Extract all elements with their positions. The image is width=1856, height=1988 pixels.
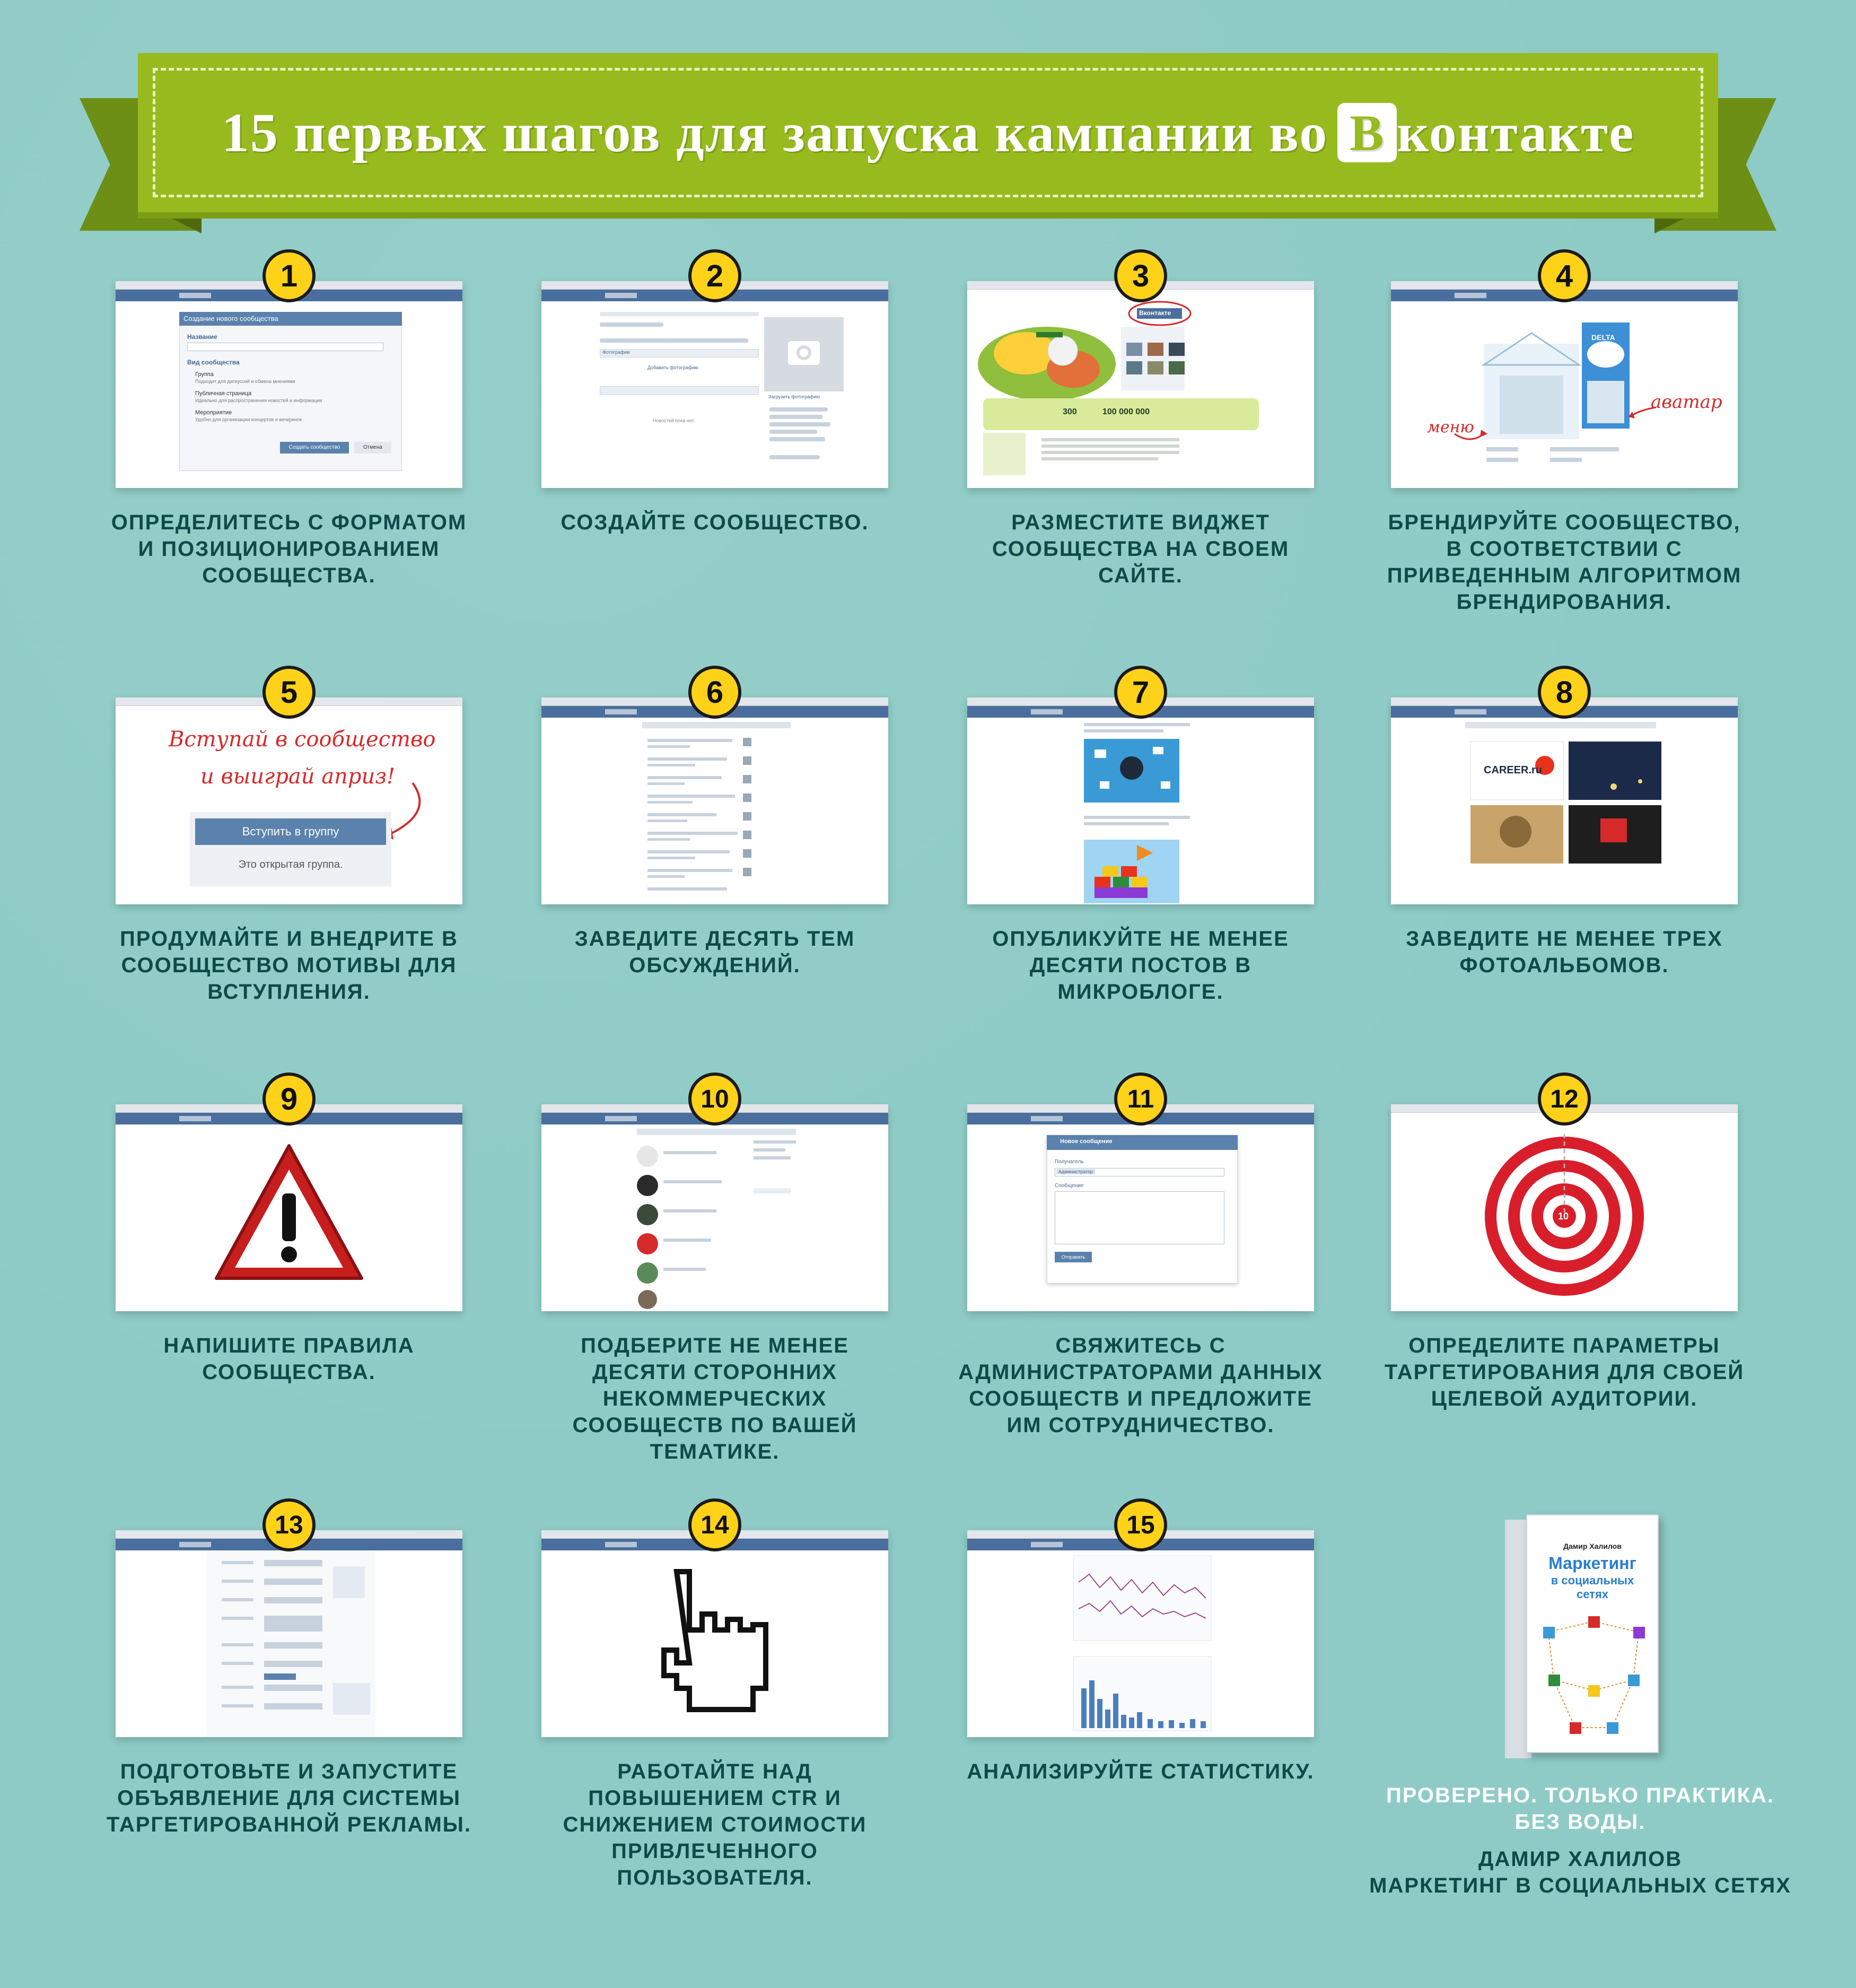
step-1-screenshot	[116, 281, 462, 488]
step-number-badge: 4	[1538, 249, 1591, 302]
step-number-badge: 13	[262, 1498, 316, 1551]
book-illustration	[1527, 1611, 1660, 1749]
step-caption: ПОДГОТОВЬТЕ И ЗАПУСТИТЕ ОБЪЯВЛЕНИЕ ДЛЯ СИСТЕМЫ ТАРГЕТИРОВАННОЙ РЕКЛАМЫ.	[106, 1760, 472, 1836]
step-12-screenshot	[1391, 1104, 1738, 1311]
page-title	[222, 101, 1635, 164]
step-caption: НАПИШИТЕ ПРАВИЛА СООБЩЕСТВА.	[163, 1334, 415, 1384]
step-6-screenshot	[541, 697, 888, 904]
step-number-badge: 10	[688, 1073, 741, 1126]
open-group-text: Это открытая группа.	[238, 859, 343, 870]
step-caption: АНАЛИЗИРУЙТЕ СТАТИСТИКУ.	[967, 1760, 1315, 1783]
stat-number-1: 300	[1063, 407, 1077, 416]
option-event[interactable]: Мероприятие	[195, 409, 232, 416]
empty-wall-text: Новостей пока нет.	[653, 418, 695, 423]
option-group-sub: Подходит для дискуссий и обмена мнениями	[195, 379, 295, 384]
book-cover-image	[1505, 1514, 1659, 1758]
step-number-badge: 11	[1114, 1073, 1167, 1126]
step-number-badge: 15	[1114, 1498, 1167, 1551]
create-community-header: Создание нового сообщества	[179, 312, 402, 326]
stat-number-2: 100 000 000	[1102, 407, 1150, 416]
target-center-label: 10	[1558, 1211, 1569, 1222]
message-label: Сообщение	[1055, 1183, 1084, 1189]
step-4-screenshot	[1391, 281, 1738, 488]
handwritten-line-2: и выиграй априз!	[200, 764, 396, 789]
step-caption: ЗАВЕДИТЕ НЕ МЕНЕЕ ТРЕХ ФОТОАЛЬБОМОВ.	[1406, 927, 1723, 977]
step-caption: БРЕНДИРУЙТЕ СООБЩЕСТВО, В СООТВЕТСТВИИ С ПРИВЕДЕННЫМ АЛГОРИТМОМ БРЕНДИРОВАНИЯ.	[1387, 511, 1742, 614]
step-number-badge: 8	[1538, 666, 1591, 719]
step-number-badge: 6	[688, 666, 741, 719]
cancel-button[interactable]: Отмена	[354, 442, 391, 454]
option-public-page-sub: Идеально для распространения новостей и информации	[195, 398, 322, 403]
step-5-screenshot	[116, 697, 462, 904]
step-caption: ЗАВЕДИТЕ ДЕСЯТЬ ТЕМ ОБСУЖДЕНИЙ.	[574, 927, 855, 977]
send-button[interactable]: Отправить	[1055, 1252, 1092, 1262]
title-text-after: контакте	[1397, 102, 1635, 163]
step-number-badge: 9	[262, 1073, 316, 1126]
step-caption: СВЯЖИТЕСЬ С АДМИНИСТРАТОРАМИ ДАННЫХ СООБЩЕСТВ И ПРЕДЛОЖИТЕ ИМ СОТРУДНИЧЕСТВО.	[958, 1334, 1323, 1437]
brand-logo: DELTA	[1591, 333, 1615, 342]
step-caption: ОПУБЛИКУЙТЕ НЕ МЕНЕЕ ДЕСЯТИ ПОСТОВ В МИКРОБЛОГЕ.	[992, 927, 1289, 1004]
step-3-screenshot	[967, 281, 1314, 488]
type-label: Вид сообщества	[187, 359, 240, 366]
ad-form-mockup	[116, 1550, 462, 1737]
book-caption	[1363, 1782, 1798, 1899]
step-number-badge: 1	[262, 249, 316, 302]
album-career-logo: CAREER.ru	[1484, 764, 1543, 776]
name-label: Название	[187, 333, 217, 341]
add-photo-link[interactable]: Добавить фотографию	[647, 365, 698, 370]
step-caption: ОПРЕДЕЛИТЕ ПАРАМЕТРЫ ТАРГЕТИРОВАНИЯ ДЛЯ СВОЕЙ ЦЕЛЕВОЙ АУДИТОРИИ.	[1384, 1334, 1745, 1410]
step-caption: СОЗДАЙТЕ СООБЩЕСТВО.	[561, 511, 869, 534]
community-search-list	[541, 1124, 888, 1311]
message-textarea[interactable]	[1055, 1191, 1224, 1244]
new-message-title: Новое сообщение	[1060, 1138, 1113, 1145]
join-group-button[interactable]: Вступить в группу	[195, 818, 386, 845]
book-title-line-1: Маркетинг	[1548, 1554, 1636, 1573]
step-caption: РАБОТАЙТЕ НАД ПОВЫШЕНИЕМ CTR И СНИЖЕНИЕМ СТОИМОСТИ ПРИВЛЕЧЕННОГО ПОЛЬЗОВАТЕЛЯ.	[563, 1760, 867, 1889]
cover-placeholder	[764, 317, 844, 391]
step-number-badge: 12	[1538, 1073, 1591, 1126]
photos-section-label: Фотографии	[602, 350, 630, 355]
step-number-badge: 3	[1114, 249, 1167, 302]
create-community-button[interactable]: Создать сообщество	[280, 442, 349, 454]
book-title-caption: МАРКЕТИНГ В СОЦИАЛЬНЫХ СЕТЯХ	[1369, 1874, 1791, 1897]
step-number-badge: 7	[1114, 666, 1167, 719]
book-slogan-line-2: БЕЗ ВОДЫ.	[1514, 1810, 1646, 1834]
step-number-badge: 14	[688, 1498, 741, 1551]
menu-annotation: меню	[1427, 418, 1474, 437]
step-13-screenshot	[116, 1530, 462, 1737]
title-banner	[80, 53, 1776, 228]
discussion-list	[541, 718, 888, 904]
title-text-before: 15 первых шагов для запуска кампании во	[221, 102, 1328, 163]
option-group[interactable]: Группа	[195, 371, 214, 378]
photo-albums	[1391, 718, 1738, 904]
statistics-charts	[967, 1550, 1314, 1737]
community-name-input[interactable]	[187, 343, 383, 351]
step-8-screenshot	[1391, 697, 1738, 904]
book-slogan-line-1: ПРОВЕРЕНО. ТОЛЬКО ПРАКТИКА.	[1386, 1784, 1774, 1807]
step-10-screenshot	[541, 1104, 888, 1311]
step-caption: РАЗМЕСТИТЕ ВИДЖЕТ СООБЩЕСТВА НА СВОЕМ САЙТЕ.	[992, 511, 1290, 587]
option-public-page[interactable]: Публичная страница	[195, 390, 252, 397]
banner-body	[138, 53, 1718, 212]
handwritten-line-1: Вступай в сообщество	[169, 727, 436, 752]
hand-cursor-icon	[541, 1550, 888, 1737]
camera-icon	[764, 317, 844, 391]
step-caption: ПРОДУМАЙТЕ И ВНЕДРИТЕ В СООБЩЕСТВО МОТИВЫ ДЛЯ ВСТУПЛЕНИЯ.	[120, 927, 458, 1004]
book-author-name: ДАМИР ХАЛИЛОВ	[1478, 1847, 1683, 1871]
step-number-badge: 2	[688, 249, 741, 302]
step-caption: ОПРЕДЕЛИТЕСЬ С ФОРМАТОМ И ПОЗИЦИОНИРОВАНИЕМ СООБЩЕСТВА.	[111, 511, 467, 587]
book-title-line-2: в социальных	[1551, 1574, 1634, 1587]
microblog-posts	[967, 718, 1314, 904]
step-number-badge: 5	[262, 666, 316, 719]
recipient-token: Администратор	[1056, 1169, 1095, 1174]
book-title-line-3: сетях	[1576, 1588, 1609, 1601]
step-9-screenshot	[116, 1104, 462, 1311]
book-front	[1526, 1514, 1659, 1753]
website-mockup	[967, 290, 1314, 488]
step-14-screenshot	[541, 1530, 888, 1737]
option-event-sub: Удобно для организации концертов и вечеринок	[195, 417, 302, 422]
step-15-screenshot	[967, 1530, 1314, 1737]
step-7-screenshot	[967, 697, 1314, 904]
book-author: Дамир Халилов	[1563, 1542, 1622, 1550]
warning-icon	[116, 1124, 462, 1311]
vk-widget-logo: Вконтакте	[1139, 309, 1171, 317]
vk-logo-icon: В	[1337, 103, 1397, 162]
recipient-label: Получатель	[1055, 1159, 1084, 1165]
step-2-screenshot	[541, 281, 888, 488]
step-caption: ПОДБЕРИТЕ НЕ МЕНЕЕ ДЕСЯТИ СТОРОННИХ НЕКОММЕРЧЕСКИХ СООБЩЕСТВ ПО ВАШЕЙ ТЕМАТИКЕ.	[572, 1334, 857, 1463]
upload-photo-link[interactable]: Загрузить фотографию	[768, 394, 820, 399]
step-11-screenshot	[967, 1104, 1314, 1311]
avatar-annotation: аватар	[1651, 391, 1722, 413]
